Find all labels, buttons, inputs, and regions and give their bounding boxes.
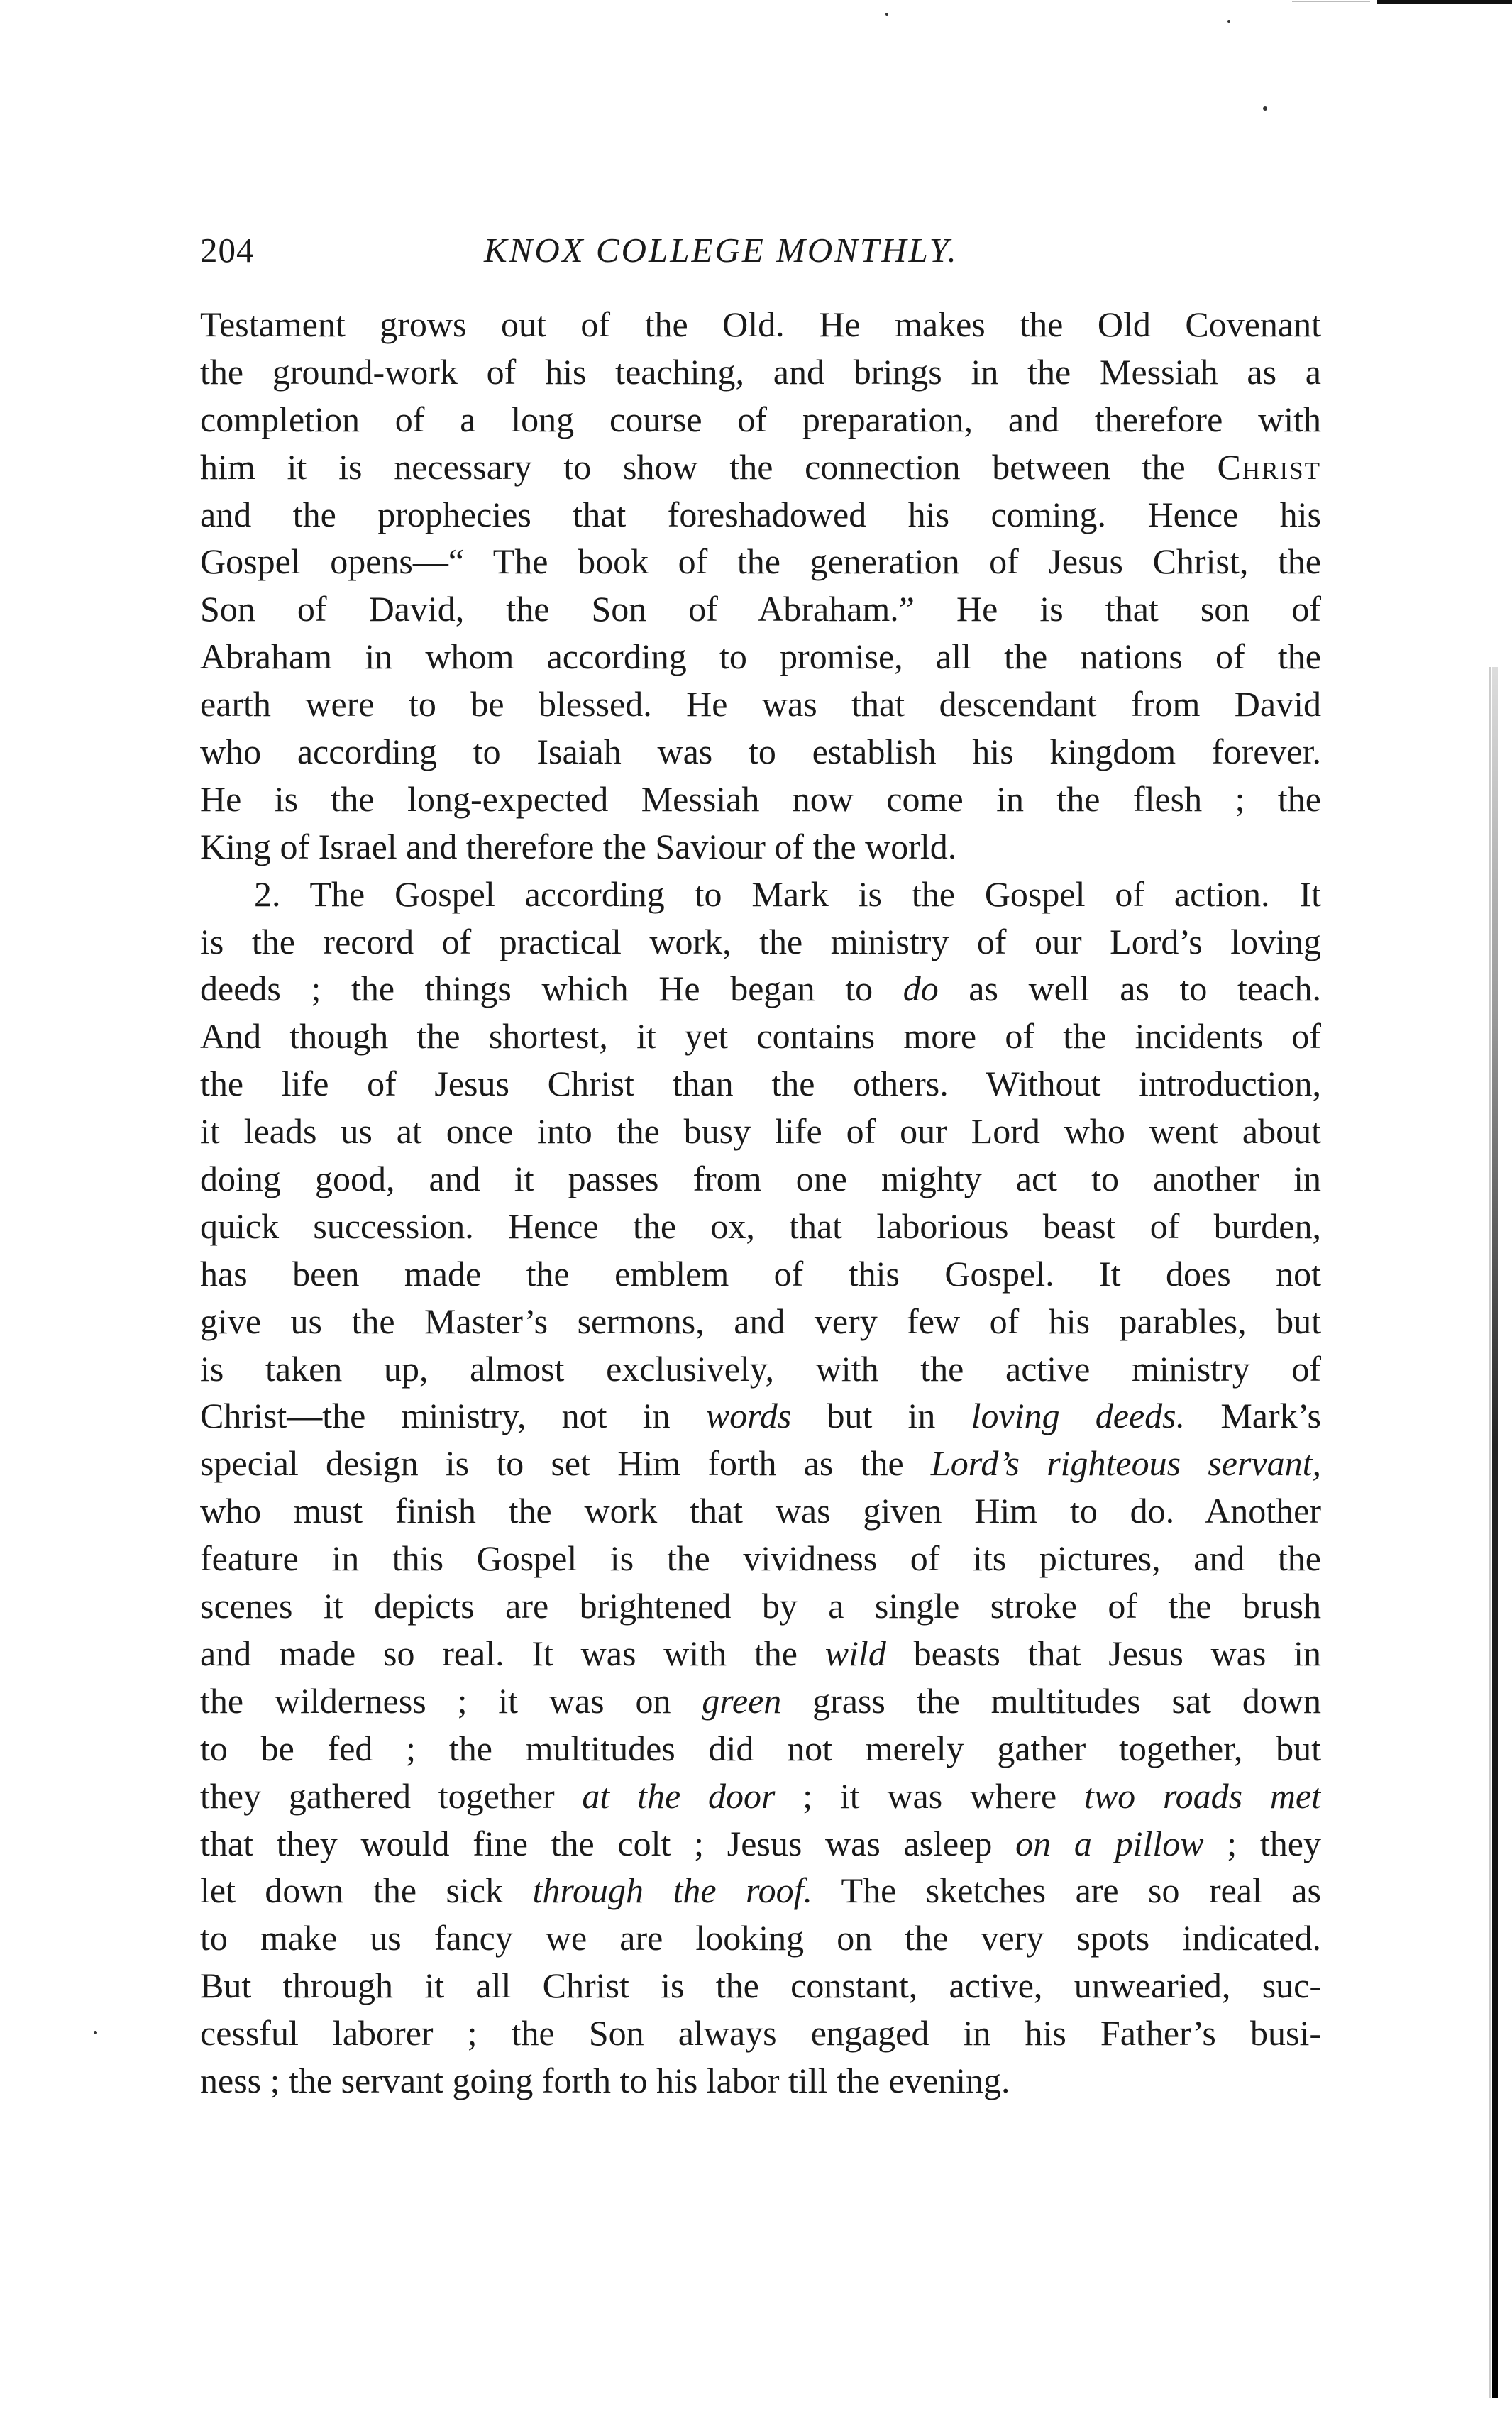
text-line: Gospel opens—“ The book of the generation of Jesus Christ, the: [200, 541, 1321, 582]
text-line: to make us fancy we are looking on the very spots indicated.: [200, 1918, 1321, 1958]
italic-phrase: wild: [824, 1633, 886, 1673]
italic-phrase: green: [702, 1680, 782, 1721]
italic-phrase: on a pillow: [1015, 1823, 1204, 1863]
scan-speck: [1263, 106, 1267, 111]
text-line: and the prophecies that foreshadowed his coming. Hence his: [200, 494, 1321, 534]
text-line: him it is necessary to show the connection between the Christ: [200, 446, 1321, 487]
text-line: Testament grows out of the Old. He makes the Old Covenant: [200, 304, 1321, 344]
text-line: who according to Isaiah was to establish his kingdom forever.: [200, 732, 1321, 772]
text-line: is taken up, almost exclusively, with the active ministry of: [200, 1348, 1321, 1389]
page-edge-shadow-light: [1489, 667, 1491, 2398]
page-edge-shadow: [1492, 667, 1498, 2398]
text-line: let down the sick through the roof. The sketches are so real as: [200, 1870, 1321, 1911]
journal-title: KNOX COLLEGE MONTHLY.: [484, 231, 959, 270]
scan-speck: [1227, 20, 1230, 23]
text-line: earth were to be blessed. He was that descendant from David: [200, 684, 1321, 724]
text-line: Christ—the ministry, not in words but in loving deeds. Mark’s: [200, 1396, 1321, 1436]
text-line: ness ; the servant going forth to his labor till the evening.: [200, 2060, 1010, 2100]
text-line: Son of David, the Son of Abraham.” He is that son of: [200, 589, 1321, 629]
text-line: the ground-work of his teaching, and brings in the Messiah as a: [200, 351, 1321, 392]
italic-phrase: loving deeds.: [971, 1396, 1186, 1436]
article-body: [200, 301, 1321, 2105]
italic-phrase: Lord’s righteous servant,: [930, 1443, 1321, 1484]
italic-phrase: through the roof.: [532, 1870, 812, 1911]
scan-speck: [885, 13, 888, 16]
text-line: deeds ; the things which He began to do as well as to teach.: [200, 969, 1321, 1009]
italic-phrase: two roads met: [1083, 1775, 1321, 1816]
text-line: But through it all Christ is the constant, active, unwearied, suc-: [200, 1966, 1321, 2006]
text-line: that they would fine the colt ; Jesus was asleep on a pillow ; they: [200, 1823, 1321, 1863]
text-line: the wilderness ; it was on green grass the multitudes sat down: [200, 1680, 1321, 1721]
page-number: 204: [200, 231, 255, 270]
text-line: it leads us at once into the busy life of our Lord who went about: [200, 1111, 1321, 1152]
italic-phrase: at the door: [582, 1775, 776, 1816]
top-edge-faint-rule: [1292, 1, 1370, 2]
text-line: quick succession. Hence the ox, that laborious beast of burden,: [200, 1206, 1321, 1246]
italic-phrase: words: [705, 1396, 792, 1436]
text-line: King of Israel and therefore the Saviour of the world.: [200, 826, 957, 866]
paragraph-start-line: 2. The Gospel according to Mark is the Gospel of action. It: [254, 873, 1321, 914]
text-line: is the record of practical work, the ministry of our Lord’s loving: [200, 921, 1321, 961]
text-line: to be fed ; the multitudes did not merely gather together, but: [200, 1728, 1321, 1768]
text-line: and made so real. It was with the wild beasts that Jesus was in: [200, 1633, 1321, 1673]
text-line: special design is to set Him forth as the Lord’s righteous servant,: [200, 1443, 1321, 1484]
small-caps-word: Christ: [1217, 446, 1321, 487]
text-line: completion of a long course of preparation, and therefore with: [200, 399, 1321, 439]
text-line: has been made the emblem of this Gospel. It does not: [200, 1253, 1321, 1294]
text-line: cessful laborer ; the Son always engaged in his Father’s busi-: [200, 2013, 1321, 2054]
text-line: doing good, and it passes from one mighty act to another in: [200, 1159, 1321, 1199]
text-line: He is the long-expected Messiah now come in the flesh ; the: [200, 778, 1321, 819]
text-line: the life of Jesus Christ than the others. Without introduction,: [200, 1064, 1321, 1104]
text-line: And though the shortest, it yet contains more of the incidents of: [200, 1016, 1321, 1057]
text-line: feature in this Gospel is the vividness of its pictures, and the: [200, 1538, 1321, 1579]
text-line: scenes it depicts are brightened by a single stroke of the brush: [200, 1586, 1321, 1626]
scan-speck: [94, 2031, 97, 2034]
text-line: they gathered together at the door ; it was where two roads met: [200, 1775, 1321, 1816]
text-line: who must finish the work that was given Him to do. Another: [200, 1491, 1321, 1531]
top-edge-rule: [1377, 0, 1512, 4]
running-head: [200, 226, 1328, 275]
text-line: give us the Master’s sermons, and very few of his parables, but: [200, 1301, 1321, 1341]
italic-phrase: do: [903, 969, 939, 1009]
text-line: Abraham in whom according to promise, all the nations of the: [200, 636, 1321, 677]
